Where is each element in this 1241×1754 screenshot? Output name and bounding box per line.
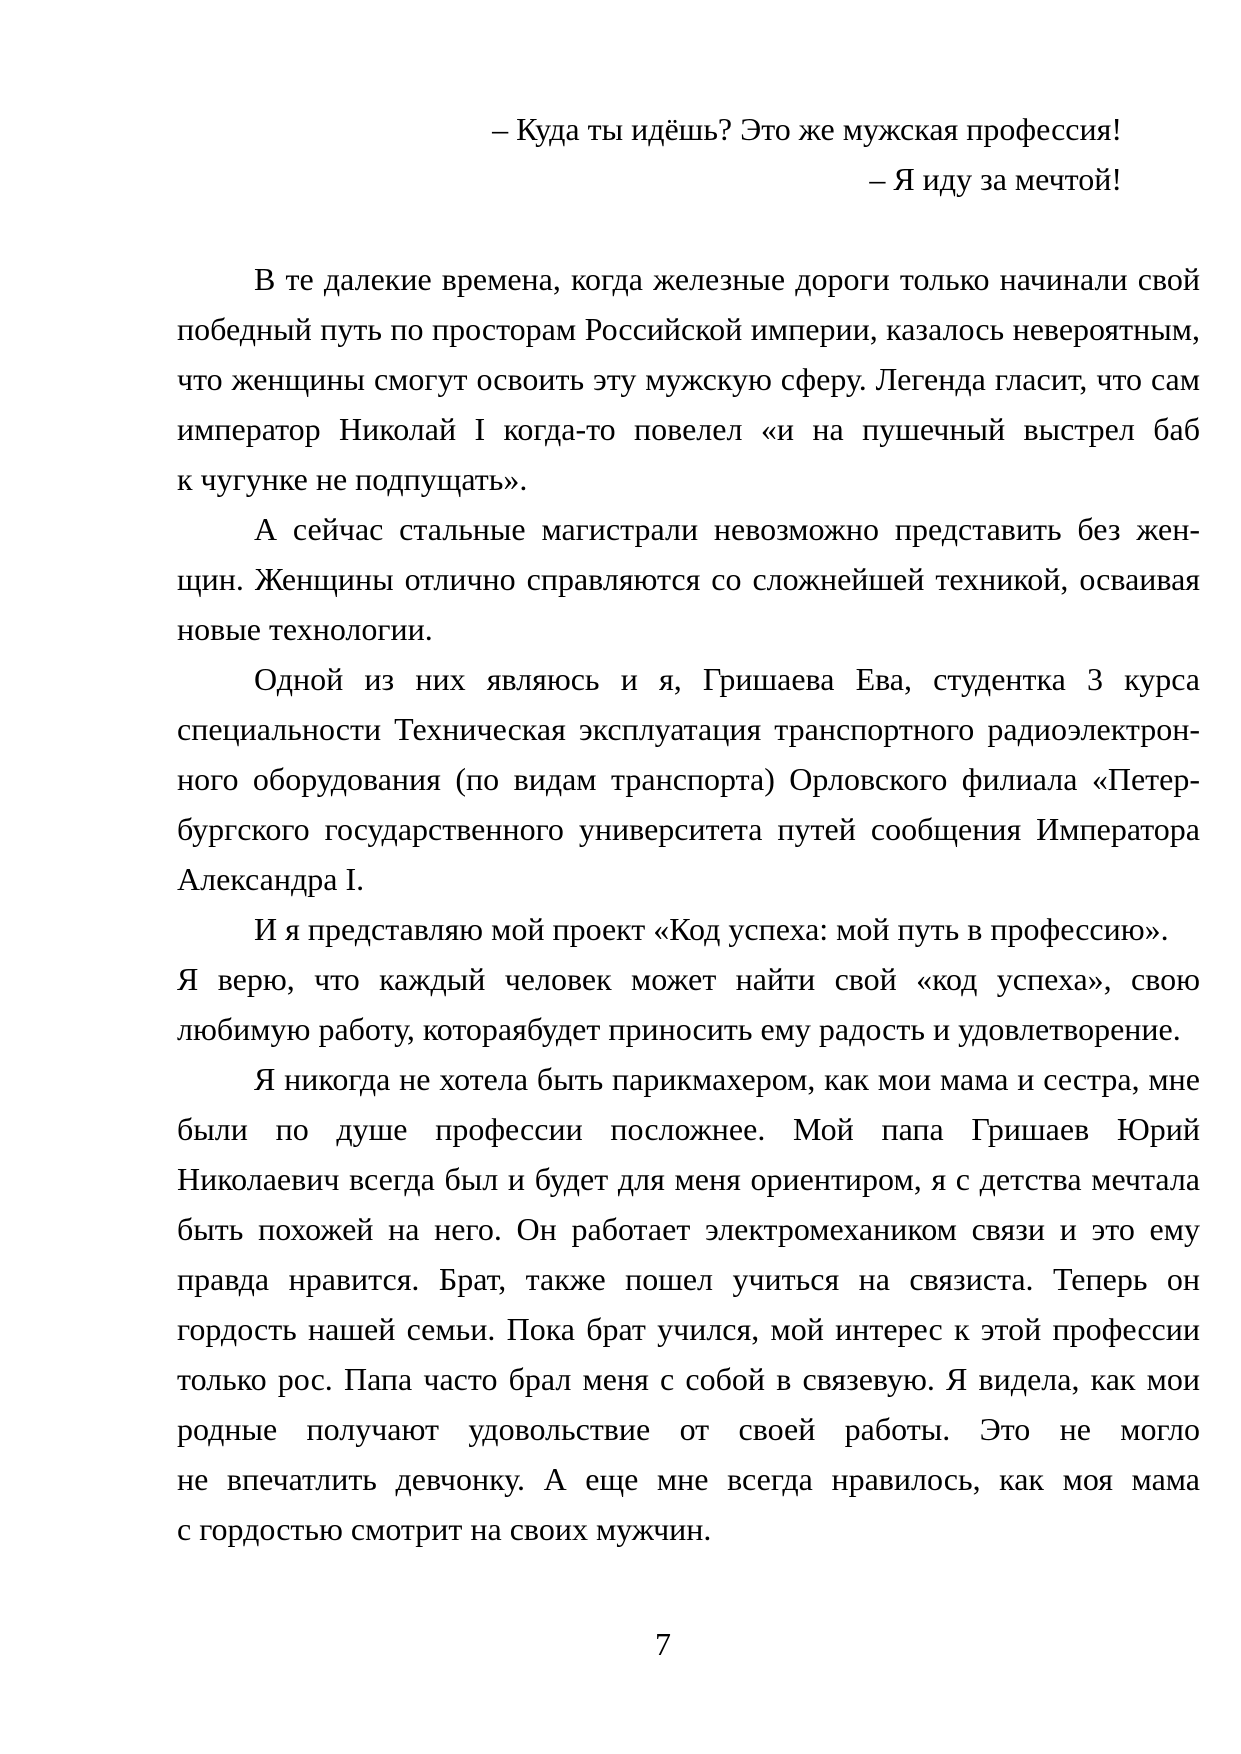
text-line: победный путь по просторам Российской империи, казалось невероятным, [177,311,1200,347]
paragraph [177,904,1200,1054]
page-footer [177,1619,1149,1669]
text-line: Я никогда не хотела быть парикмахером, как мои мама и сестра, мне [254,1061,1200,1097]
text-line: И я представляю мой проект «Код успеха: мой путь в профессию». [254,911,1169,947]
text-line: родные получают удовольствие от своей работы. Это не могло [177,1411,1200,1447]
text-line: не впечатлить девчонку. А еще мне всегда нравилось, как моя мама [177,1461,1200,1497]
epigraph [177,104,1200,204]
text-line: были по душе профессии посложнее. Мой папа Гришаев Юрий [177,1111,1200,1147]
text-line: А сейчас стальные магистрали невозможно представить без жен- [254,511,1200,547]
paragraph [177,654,1200,904]
text-line: Николаевич всегда был и будет для меня ориентиром, я с детства мечтала [177,1161,1200,1197]
text-line: специальности Техническая эксплуатация транспортного радиоэлектрон- [177,711,1200,747]
text-line: щин. Женщины отлично справляются со сложнейшей техникой, осваивая [177,561,1200,597]
text-line: гордость нашей семьи. Пока брат учился, мой интерес к этой профессии [177,1311,1200,1347]
text-line: Одной из них являюсь и я, Гришаева Ева, студентка 3 курса [254,661,1200,697]
text-line: с гордостью смотрит на своих мужчин. [177,1511,712,1547]
text-line: император Николай I когда-то повелел «и на пушечный выстрел баб [177,411,1200,447]
epigraph-line: – Я иду за мечтой! [869,161,1122,197]
text-line: что женщины смогут освоить эту мужскую сферу. Легенда гласит, что сам [177,361,1200,397]
text-line: Я верю, что каждый человек может найти свой «код успеха», свою [177,961,1200,997]
text-line: любимую работу, котораябудет приносить ему радость и удовлетворение. [177,1011,1181,1047]
text-line: ного оборудования (по видам транспорта) Орловского филиала «Петер- [177,761,1200,797]
paragraph [177,1054,1200,1554]
text-line: бургского государственного университета путей сообщения Императора [177,811,1200,847]
text-line: В те далекие времена, когда железные дороги только начинали свой [254,261,1200,297]
text-line: правда нравится. Брат, также пошел учиться на связиста. Теперь он [177,1261,1200,1297]
body-text [177,254,1200,1554]
epigraph-line: – Куда ты идёшь? Это же мужская профессия! [492,111,1122,147]
text-line: быть похожей на него. Он работает электромехаником связи и это ему [177,1211,1200,1247]
page-number: 7 [655,1626,671,1662]
paragraph [177,254,1200,504]
page-content [177,0,1200,1554]
text-line: только рос. Папа часто брал меня с собой в связевую. Я видела, как мои [177,1361,1200,1397]
text-line: новые технологии. [177,611,433,647]
text-line: к чугунке не подпущать». [177,461,528,497]
text-line: Александра I. [177,861,365,897]
paragraph [177,504,1200,654]
